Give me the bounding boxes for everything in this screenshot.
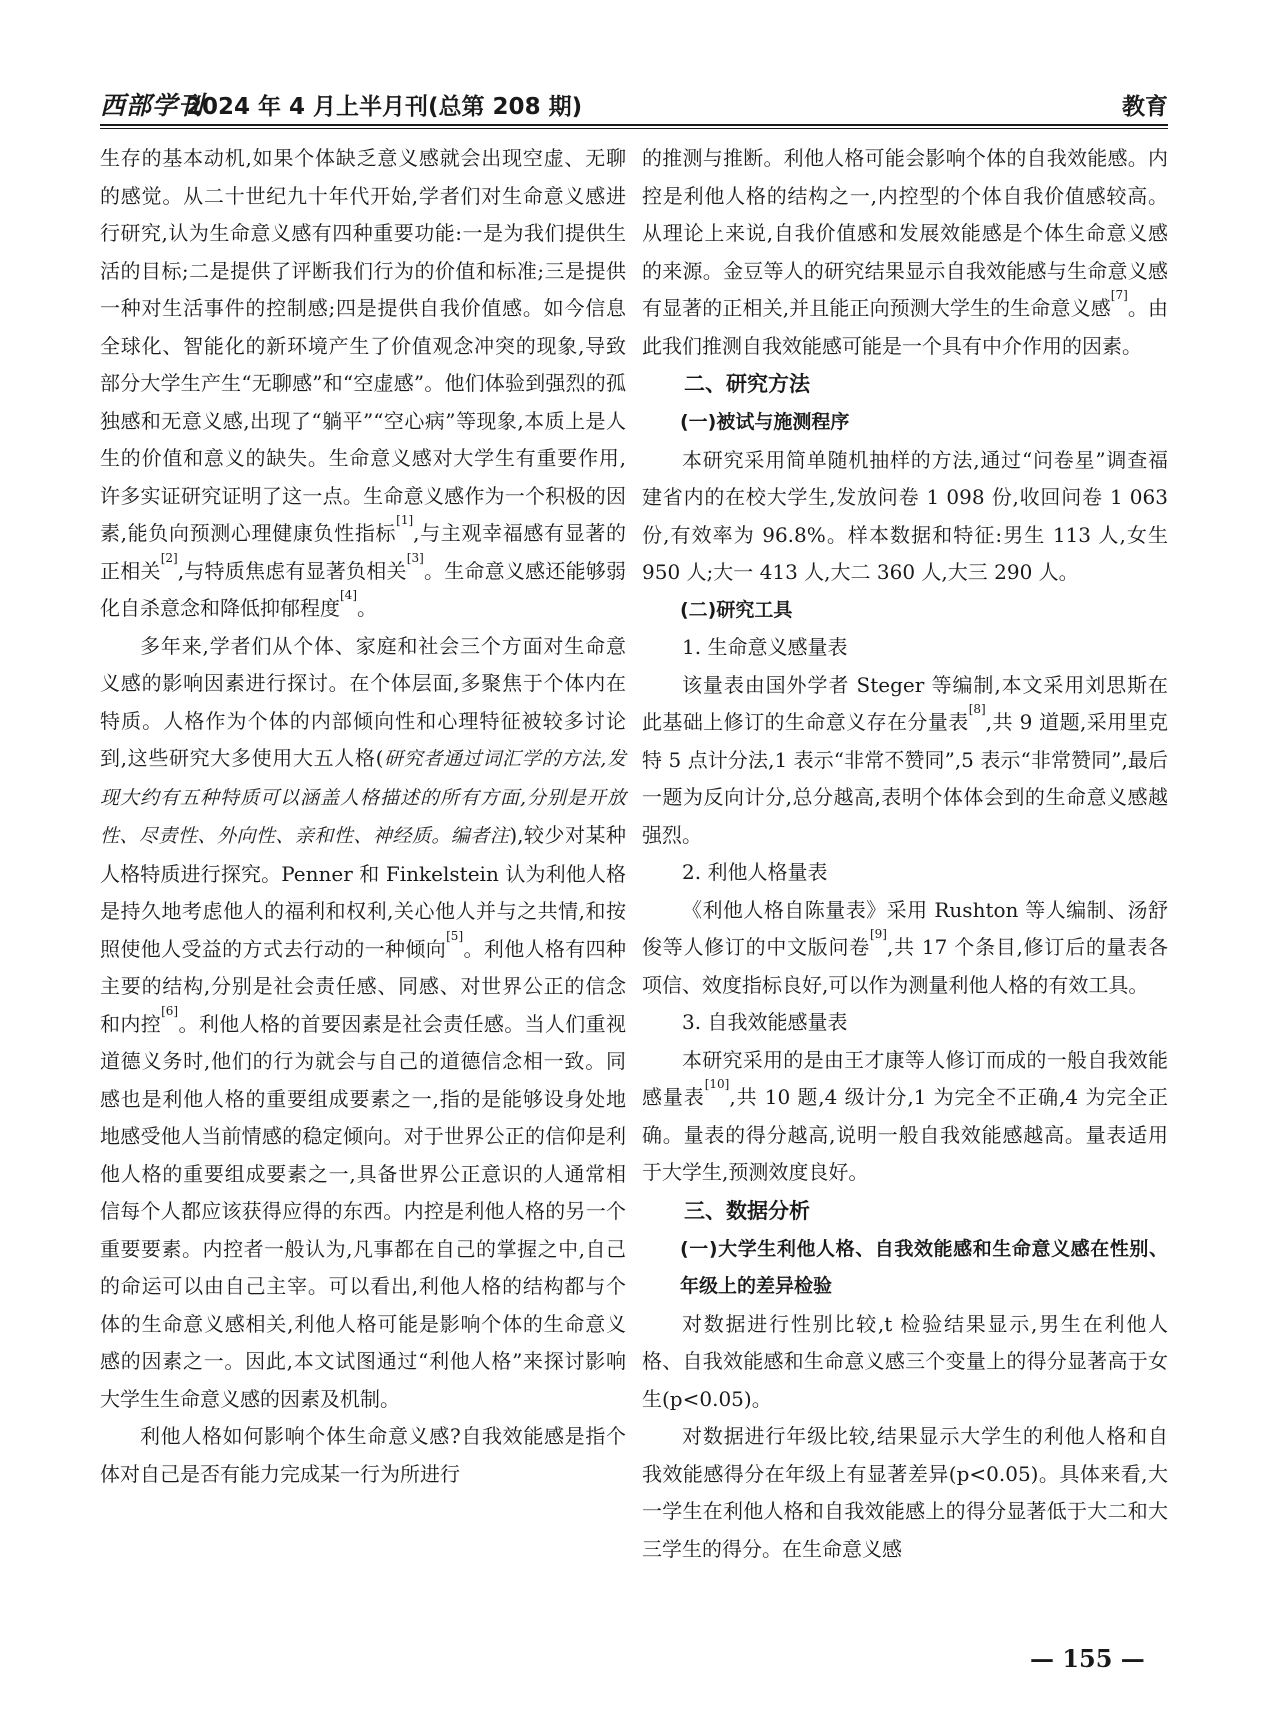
section-label: 教育 [1122,94,1168,120]
paragraph: 本研究采用简单随机抽样的方法,通过“问卷星”调查福建省内的在校大学生,发放问卷 1 098 份,收回问卷 1 063 份,有效率为 96.8%。样本数据和特征:男生 113 人,女生 950 人;大一 413 人,大二 360 人,大三 290 人。 [642,447,1168,584]
subsection-heading: (一)被试与施测程序 [680,411,850,433]
left-column [100,140,626,1493]
instrument-heading: 2. 利他人格量表 [682,860,828,884]
paragraph: 多年来,学者们从个体、家庭和社会三个方面对生命意义感的影响因素进行探讨。在个体层面,多聚焦于个体内在特质。人格作为个体的内部倾向性和心理特征被较多讨论到,这些研究大多使用大五人格(研究者通过词汇学的方法,发现大约有五种特质可以涵盖人格描述的所有方面,分别是开放性、尽责性、外向性、亲和性、神经质。编者注),较少对某种人格特质进行探究。Penner 和 Finkelstein 认为利他人格是持久地考虑他人的福利和权利,关心他人并与之共情,和按照使他人受益的方式去行动的一种倾向[5]。利他人格有四种主要的结构,分别是社会责任感、同感、对世界公正的信念和内控[6]。利他人格的首要因素是社会责任感。当人们重视道德义务时,他们的行为就会与自己的道德信念相一致。同感也是利他人格的重要组成要素之一,指的是能够设身处地地感受他人当前情感的稳定倾向。对于世界公正的信仰是利他人格的重要组成要素之一,具备世界公正意识的人通常相信每个人都应该获得应得的东西。内控是利他人格的另一个重要要素。内控者一般认为,凡事都在自己的掌握之中,自己的命运可以由自己主宰。可以看出,利他人格的结构都与个体的生命意义感相关,利他人格可能是影响个体的生命意义感的因素之一。因此,本文试图通过“利他人格”来探讨影响大学生生命意义感的因素及机制。 [100,633,627,1411]
instrument-heading: 1. 生命意义感量表 [682,635,848,659]
citation[interactable]: [2] [160,550,178,565]
issue-info: 2024 年 4 月上半月刊(总第 208 期) [186,94,583,120]
paragraph: 的推测与推断。利他人格可能会影响个体的自我效能感。内控是利他人格的结构之一,内控型的个体自我价值感较高。从理论上来说,自我价值感和发展效能感是个体生命意义感的来源。金豆等人的研究结果显示自我效能感与生命意义感有显著的正相关,并且能正向预测大学生的生命意义感[7]。由此我们推测自我效能感可能是一个具有中介作用的因素。 [642,146,1168,358]
running-header [100,84,1168,124]
editor-note: 研究者通过词汇学的方法,发现大约有五种特质可以涵盖人格描述的所有方面,分别是开放性、尽责性、外向性、亲和性、神经质。编者注 [100,748,626,847]
header-rule-thin [100,128,1168,129]
paragraph: 利他人格如何影响个体生命意义感?自我效能感是指个体对自己是否有能力完成某一行为所进行 [100,1424,626,1486]
page-number: — 155 — [1030,1644,1145,1673]
paragraph: 《利他人格自陈量表》采用 Rushton 等人编制、汤舒俊等人修订的中文版问卷[9],共 17 个条目,修订后的量表各项信、效度指标良好,可以作为测量利他人格的有效工具。 [642,897,1168,997]
citation[interactable]: [8] [968,702,986,716]
citation[interactable]: [3] [406,550,424,565]
right-column [642,140,1168,1568]
citation[interactable]: [9] [869,927,887,941]
subsection-heading: (一)大学生利他人格、自我效能感和生命意义感在性别、年级上的差异检验 [680,1237,1168,1297]
citation[interactable]: [10] [704,1077,730,1091]
section-heading: 二、研究方法 [684,372,810,396]
citation[interactable]: [5] [446,928,464,943]
header-rule-thick [100,124,1168,126]
section-heading: 三、数据分析 [684,1198,810,1223]
citation[interactable]: [7] [1110,288,1128,302]
paragraph: 对数据进行年级比较,结果显示大学生的利他人格和自我效能感得分在年级上有显著差异(p<0.05)。具体来看,大一学生在利他人格和自我效能感上的得分显著低于大二和大三学生的得分。在生命意义感 [642,1424,1168,1561]
instrument-heading: 3. 自我效能感量表 [682,1010,848,1034]
subsection-heading: (二)研究工具 [680,598,793,621]
citation[interactable]: [4] [340,588,357,602]
citation[interactable]: [1] [396,513,414,527]
paragraph: 生存的基本动机,如果个体缺乏意义感就会出现空虚、无聊的感觉。从二十世纪九十年代开始,学者们对生命意义感进行研究,认为生命意义感有四种重要功能:一是为我们提供生活的目标;二是提供了评断我们行为的价值和标准;三是提供一种对生活事件的控制感;四是提供自我价值感。如今信息全球化、智能化的新环境产生了价值观念冲突的现象,导致部分大学生产生“无聊感”和“空虚感”。他们体验到强烈的孤独感和无意义感,出现了“躺平”“空心病”等现象,本质上是人生的价值和意义的缺失。生命意义感对大学生有重要作用,许多实证研究证明了这一点。生命意义感作为一个积极的因素,能负向预测心理健康负性指标[1],与主观幸福感有显著的正相关[2],与特质焦虑有显著负相关[3]。生命意义感还能够弱化自杀意念和降低抑郁程度[4]。 [100,146,627,620]
paragraph: 本研究采用的是由王才康等人修订而成的一般自我效能感量表[10],共 10 题,4 级计分,1 为完全不正确,4 为完全正确。量表的得分越高,说明一般自我效能感越高。量表适用于大学生,预测效度良好。 [642,1047,1169,1184]
paragraph: 该量表由国外学者 Steger 等编制,本文采用刘思斯在此基础上修订的生命意义存在分量表[8],共 9 道题,采用里克特 5 点计分法,1 表示“非常不赞同”,5 表示“非常赞同”,最后一题为反向计分,总分越高,表明个体体会到的生命意义感越强烈。 [642,672,1169,847]
citation[interactable]: [6] [161,1003,179,1018]
journal-logo: 西部学刊 [100,91,205,120]
paragraph: 对数据进行性别比较,t 检验结果显示,男生在利他人格、自我效能感和生命意义感三个变量上的得分显著高于女生(p<0.05)。 [642,1311,1168,1411]
